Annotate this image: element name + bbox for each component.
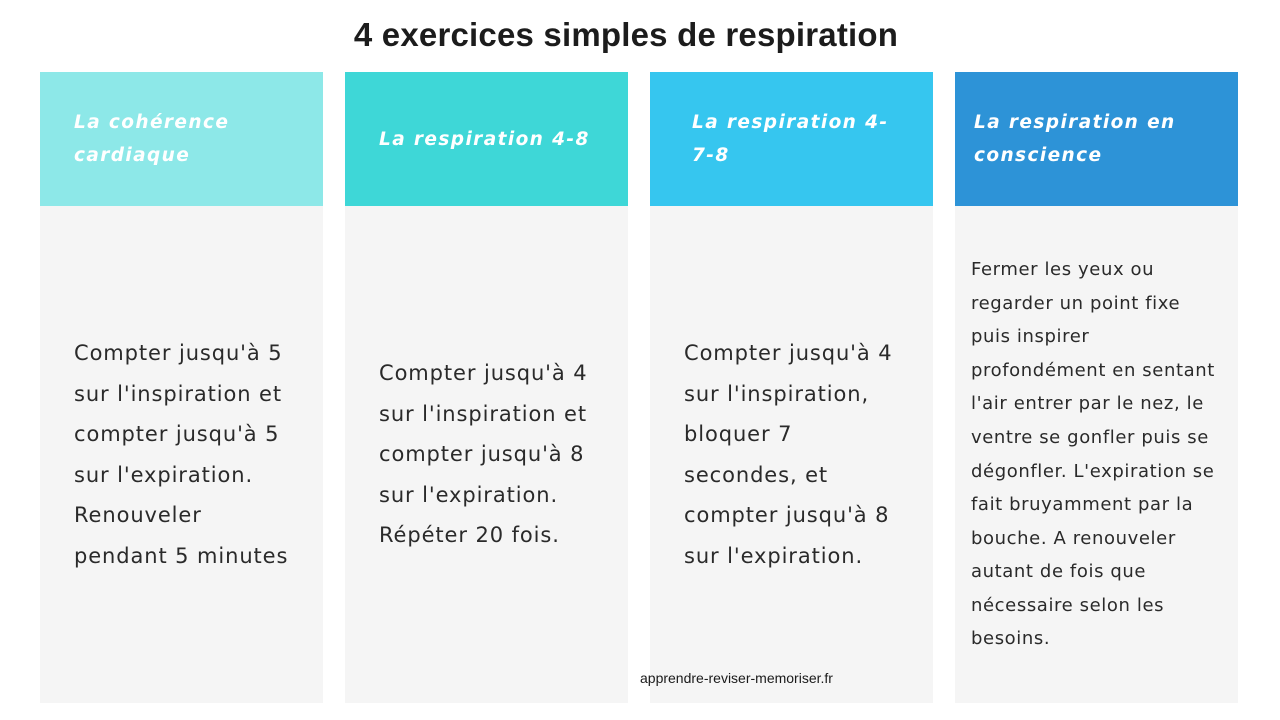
card-header (40, 72, 323, 206)
card-header-label: La cohérence cardiaque (74, 112, 230, 166)
card-header-label: La respiration 4-8 (379, 128, 590, 150)
exercise-card-respiration-4-8 (345, 72, 628, 703)
card-body-text: Compter jusqu'à 4 sur l'inspiration et compter jusqu'à 8 sur l'expiration. Répéter 20 fois. (379, 361, 588, 548)
exercise-card-coherence-cardiaque (40, 72, 323, 703)
card-body-text: Compter jusqu'à 4 sur l'inspiration, bloquer 7 secondes, et compter jusqu'à 8 sur l'expiration. (684, 341, 893, 568)
card-body-text: Fermer les yeux ou regarder un point fixe puis inspirer profondément en sentant l'air entrer par le nez, le ventre se gonfler puis se dégonfler. L'expiration se fait bruyamment par la bouche. A renouveler autant de fois que nécessaire selon les besoins. (971, 258, 1215, 650)
exercise-card-respiration-4-7-8 (650, 72, 933, 703)
footer-site-name: apprendre-reviser-memoriser.fr (640, 670, 833, 686)
card-header-label: La respiration en conscience (974, 112, 1176, 166)
card-body (955, 206, 1238, 703)
card-header (955, 72, 1238, 206)
page-title: 4 exercices simples de respiration (353, 16, 899, 53)
card-body (345, 206, 628, 703)
card-body (40, 206, 323, 703)
card-body-text: Compter jusqu'à 5 sur l'inspiration et compter jusqu'à 5 sur l'expiration. Renouveler pendant 5 minutes (74, 341, 289, 568)
card-header-label: La respiration 4-7-8 (692, 112, 889, 166)
exercise-card-respiration-en-conscience (955, 72, 1238, 703)
card-header (345, 72, 628, 206)
card-header (650, 72, 933, 206)
card-body (650, 206, 933, 703)
